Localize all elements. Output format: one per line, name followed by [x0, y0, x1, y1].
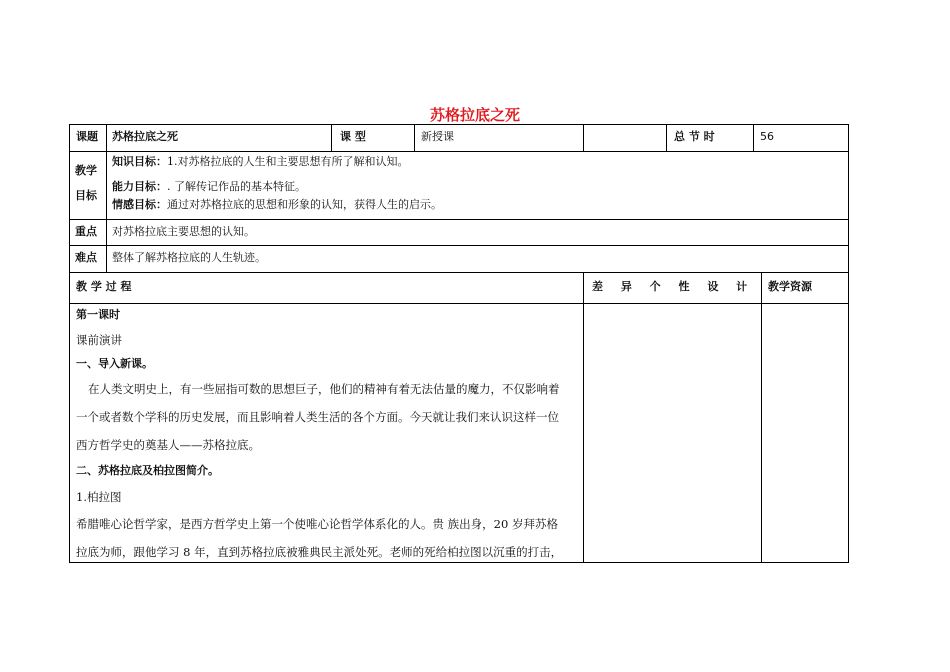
- difficulty-text: 整体了解苏格拉底的人生轨迹。: [112, 251, 266, 264]
- emotion-goal-label: 情感目标：: [112, 198, 167, 211]
- resources-header: 教学资源: [768, 280, 812, 293]
- row-divider: [69, 272, 849, 273]
- difficulty-label: 难点: [75, 251, 97, 264]
- table-border-left: [69, 124, 70, 563]
- section-heading-intro: 一、导入新课。: [76, 357, 153, 370]
- row-divider: [69, 245, 849, 246]
- focus-label: 重点: [75, 225, 97, 238]
- row-divider: [69, 219, 849, 220]
- col-divider: [583, 124, 584, 152]
- type-value: 新授课: [421, 130, 454, 143]
- focus-text: 对苏格拉底主要思想的认知。: [112, 225, 255, 238]
- goals-label-line1: 教学: [75, 164, 97, 177]
- emotion-goal: [112, 198, 442, 212]
- section-heading-intro-people: 二、苏格拉底及柏拉图简介。: [76, 464, 219, 477]
- col-divider: [583, 272, 584, 563]
- col-divider: [761, 272, 762, 563]
- process-header: 教 学 过 程: [76, 280, 132, 293]
- knowledge-goal: [112, 155, 409, 169]
- type-label: 课 型: [340, 130, 366, 143]
- row-divider: [69, 303, 849, 304]
- col-divider: [106, 124, 107, 272]
- design-header: 差 异 个 性 设 计: [592, 280, 748, 293]
- knowledge-goal-text: 1.对苏格拉底的人生和主要思想有所了解和认知。: [167, 155, 409, 168]
- item-heading: 1.柏拉图: [76, 490, 122, 504]
- table-border-top: [69, 124, 849, 125]
- topic-value: 苏格拉底之死: [112, 130, 178, 143]
- col-divider: [414, 124, 415, 152]
- row-divider: [69, 151, 849, 152]
- col-divider: [666, 124, 667, 152]
- hours-value: 56: [760, 130, 774, 143]
- col-divider: [331, 124, 332, 152]
- topic-label: 课题: [76, 130, 98, 143]
- knowledge-goal-label: 知识目标：: [112, 155, 167, 168]
- paragraph-line: 在人类文明史上，有一些屈指可数的思想巨子，他们的精神有着无法估量的魔力，不仅影响着: [88, 382, 560, 396]
- col-divider: [753, 124, 754, 152]
- hours-label: 总 节 时: [674, 130, 715, 143]
- goals-label-line2: 目标: [75, 189, 97, 202]
- paragraph-line: 希腊唯心论哲学家，是西方哲学史上第一个使唯心论哲学体系化的人。贵 族出身，20 岁拜苏格: [76, 517, 558, 531]
- emotion-goal-text: 通过对苏格拉底的思想和形象的认知，获得人生的启示。: [167, 198, 442, 211]
- table-border-right: [848, 124, 849, 563]
- document-title: 苏格拉底之死: [429, 106, 520, 124]
- ability-goal-text: . 了解传记作品的基本特征。: [167, 180, 306, 193]
- paragraph-line: 一个或者数个学科的历史发展，而且影响着人类生活的各个方面。今天就让我们来认识这样一位: [76, 410, 559, 424]
- session-title: 第一课时: [76, 308, 120, 321]
- pre-class-speech: 课前演讲: [76, 333, 122, 347]
- ability-goal-label: 能力目标：: [112, 180, 167, 193]
- paragraph-line: 拉底为师，跟他学习 8 年，直到苏格拉底被雅典民主派处死。老师的死给柏拉图以沉重的打击，: [76, 545, 563, 559]
- paragraph-line: 西方哲学史的奠基人——苏格拉底。: [76, 438, 260, 452]
- ability-goal: [112, 180, 306, 194]
- table-border-bottom: [69, 562, 849, 563]
